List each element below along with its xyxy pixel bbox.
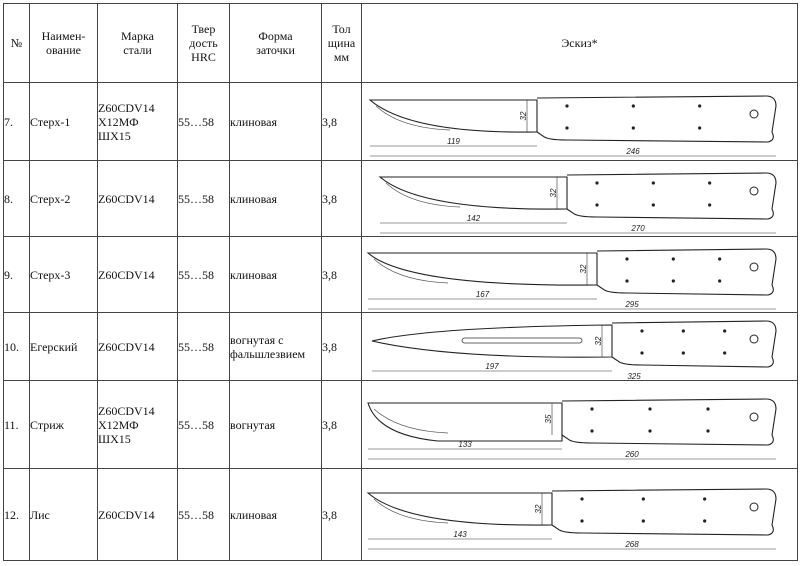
header-hardness: Твер дость HRC bbox=[178, 4, 230, 83]
steel-grade: ШХ15 bbox=[98, 128, 131, 143]
blade-outline bbox=[372, 325, 612, 357]
rivet-pin bbox=[708, 203, 711, 206]
thickness-value: 3,8 bbox=[322, 381, 362, 469]
rivet-pin bbox=[640, 351, 643, 354]
header-name: Наимен- ование bbox=[30, 4, 98, 83]
blade-outline bbox=[380, 177, 567, 209]
knife-sketch bbox=[362, 469, 798, 561]
knife-name: Стерх-2 bbox=[30, 161, 98, 237]
rivet-pin bbox=[708, 181, 711, 184]
lanyard-hole bbox=[750, 110, 758, 118]
steel-grades bbox=[98, 83, 178, 161]
rivet-pin bbox=[595, 181, 598, 184]
rivet-pin bbox=[642, 497, 645, 500]
header-form: Форма заточки bbox=[230, 4, 322, 83]
handle-outline bbox=[612, 321, 776, 367]
blade-height-label: 35 bbox=[544, 414, 553, 423]
blade-height-label: 32 bbox=[549, 188, 558, 197]
steel-grades bbox=[98, 381, 178, 469]
rivet-pin bbox=[672, 279, 675, 282]
rivet-pin bbox=[723, 329, 726, 332]
edge-form bbox=[230, 237, 322, 313]
knife-sketch bbox=[362, 381, 798, 469]
rivet-pin bbox=[723, 351, 726, 354]
row-number: 7. bbox=[4, 83, 30, 161]
knife-row bbox=[4, 469, 798, 561]
edge-line bbox=[386, 183, 460, 207]
rivet-pin bbox=[632, 126, 635, 129]
lanyard-hole bbox=[750, 263, 758, 271]
knife-drawing bbox=[362, 470, 796, 560]
thickness-value: 3,8 bbox=[322, 313, 362, 381]
knife-outline bbox=[368, 249, 776, 295]
knife-name: Стриж bbox=[30, 381, 98, 469]
hardness-value: 55…58 bbox=[178, 469, 230, 561]
header-sketch: Эскиз* bbox=[362, 4, 798, 83]
knife-name: Егерский bbox=[30, 313, 98, 381]
rivet-pin bbox=[718, 257, 721, 260]
total-length-label: 295 bbox=[625, 299, 639, 309]
blade-outline bbox=[368, 403, 562, 441]
knife-row bbox=[4, 161, 798, 237]
knife-row bbox=[4, 237, 798, 313]
edge-form-line: вогнутая с bbox=[230, 332, 284, 347]
edge-form bbox=[230, 161, 322, 237]
knife-name: Стерх-1 bbox=[30, 83, 98, 161]
header-thickness: Тол щина мм bbox=[322, 4, 362, 83]
rivet-pin bbox=[698, 104, 701, 107]
blade-length-label: 119 bbox=[447, 136, 460, 146]
hardness-value: 55…58 bbox=[178, 237, 230, 313]
rivet-pin bbox=[682, 351, 685, 354]
rivet-pin bbox=[590, 407, 593, 410]
blade-length-label: 167 bbox=[475, 289, 490, 299]
knife-sketch bbox=[362, 313, 798, 381]
handle-outline bbox=[567, 173, 776, 219]
blade-outline bbox=[368, 253, 597, 285]
rivet-pin bbox=[625, 257, 628, 260]
steel-grades bbox=[98, 469, 178, 561]
rivet-pin bbox=[595, 203, 598, 206]
edge-line bbox=[374, 499, 448, 523]
knife-drawing bbox=[362, 314, 796, 380]
rivet-pin bbox=[565, 126, 568, 129]
blade-height-label: 32 bbox=[519, 111, 528, 120]
edge-form bbox=[230, 381, 322, 469]
knife-sketch bbox=[362, 161, 798, 237]
knife-outline bbox=[380, 173, 776, 219]
knife-row bbox=[4, 83, 798, 161]
edge-form bbox=[230, 469, 322, 561]
row-number: 8. bbox=[4, 161, 30, 237]
rivet-pin bbox=[682, 329, 685, 332]
rivet-pin bbox=[706, 407, 709, 410]
blade-height-label: 32 bbox=[594, 336, 603, 345]
hardness-value: 55…58 bbox=[178, 313, 230, 381]
handle-outline bbox=[562, 399, 776, 445]
knife-outline bbox=[370, 96, 776, 142]
row-number: 10. bbox=[4, 313, 30, 381]
edge-line bbox=[374, 409, 448, 433]
rivet-pin bbox=[625, 279, 628, 282]
total-length-label: 246 bbox=[626, 146, 640, 156]
edge-form-line: клиновая bbox=[230, 191, 278, 206]
row-number: 9. bbox=[4, 237, 30, 313]
rivet-pin bbox=[632, 104, 635, 107]
steel-grades bbox=[98, 313, 178, 381]
edge-form-line: клиновая bbox=[230, 267, 278, 282]
rivet-pin bbox=[648, 407, 651, 410]
blade-length-label: 197 bbox=[485, 361, 499, 371]
knife-sketch bbox=[362, 237, 798, 313]
knife-drawing bbox=[362, 162, 796, 236]
edge-form-line: клиновая bbox=[230, 114, 278, 129]
lanyard-hole bbox=[750, 187, 758, 195]
knife-outline bbox=[372, 321, 776, 367]
edge-form-line: клиновая bbox=[230, 507, 278, 522]
total-length-label: 270 bbox=[631, 223, 645, 233]
handle-outline bbox=[552, 489, 776, 535]
row-number: 12. bbox=[4, 469, 30, 561]
row-number: 11. bbox=[4, 381, 30, 469]
knife-outline bbox=[368, 399, 776, 445]
lanyard-hole bbox=[750, 413, 758, 421]
header-row bbox=[4, 4, 798, 83]
hardness-value: 55…58 bbox=[178, 161, 230, 237]
rivet-pin bbox=[703, 519, 706, 522]
hardness-value: 55…58 bbox=[178, 381, 230, 469]
rivet-pin bbox=[580, 497, 583, 500]
steel-grade: Z60CDV14 bbox=[98, 507, 155, 522]
thickness-value: 3,8 bbox=[322, 237, 362, 313]
lanyard-hole bbox=[750, 335, 758, 343]
blade-length-label: 142 bbox=[466, 213, 481, 223]
steel-grades bbox=[98, 237, 178, 313]
edge-form bbox=[230, 83, 322, 161]
rivet-pin bbox=[565, 104, 568, 107]
steel-grade: Х12МФ bbox=[98, 114, 139, 129]
steel-grade: Z60CDV14 bbox=[98, 100, 155, 115]
knife-name: Стерх-3 bbox=[30, 237, 98, 313]
blade-height-label: 32 bbox=[579, 264, 588, 273]
steel-grade: Х12МФ bbox=[98, 417, 139, 432]
blade-height-label: 32 bbox=[534, 504, 543, 513]
knife-spec-table bbox=[3, 3, 798, 561]
edge-form bbox=[230, 313, 322, 381]
rivet-pin bbox=[580, 519, 583, 522]
rivet-pin bbox=[698, 126, 701, 129]
knife-drawing bbox=[362, 84, 796, 160]
rivet-pin bbox=[640, 329, 643, 332]
knife-name: Лис bbox=[30, 469, 98, 561]
handle-outline bbox=[537, 96, 776, 142]
knife-row bbox=[4, 381, 798, 469]
rivet-pin bbox=[703, 497, 706, 500]
header-steel: Марка стали bbox=[98, 4, 178, 83]
knife-outline bbox=[368, 489, 776, 535]
edge-form-line: фальшлезвием bbox=[230, 346, 306, 361]
steel-grade: Z60CDV14 bbox=[98, 339, 155, 354]
rivet-pin bbox=[718, 279, 721, 282]
knife-row bbox=[4, 313, 798, 381]
rivet-pin bbox=[652, 181, 655, 184]
rivet-pin bbox=[672, 257, 675, 260]
steel-grades bbox=[98, 161, 178, 237]
thickness-value: 3,8 bbox=[322, 161, 362, 237]
steel-grade: Z60CDV14 bbox=[98, 191, 155, 206]
fuller-groove bbox=[462, 338, 582, 343]
rivet-pin bbox=[706, 429, 709, 432]
thickness-value: 3,8 bbox=[322, 83, 362, 161]
rivet-pin bbox=[652, 203, 655, 206]
hardness-value: 55…58 bbox=[178, 83, 230, 161]
knife-sketch bbox=[362, 83, 798, 161]
rivet-pin bbox=[590, 429, 593, 432]
knife-drawing bbox=[362, 238, 796, 312]
blade-length-label: 133 bbox=[458, 439, 472, 449]
rivet-pin bbox=[642, 519, 645, 522]
total-length-label: 260 bbox=[625, 449, 639, 459]
steel-grade: Z60CDV14 bbox=[98, 403, 155, 418]
blade-outline bbox=[368, 493, 552, 525]
total-length-label: 325 bbox=[627, 371, 641, 380]
lanyard-hole bbox=[750, 503, 758, 511]
header-num: № bbox=[4, 4, 30, 83]
knife-drawing bbox=[362, 382, 796, 468]
steel-grade: ШХ15 bbox=[98, 431, 131, 446]
total-length-label: 268 bbox=[625, 539, 639, 549]
edge-form-line: вогнутая bbox=[230, 417, 276, 432]
thickness-value: 3,8 bbox=[322, 469, 362, 561]
steel-grade: Z60CDV14 bbox=[98, 267, 155, 282]
blade-length-label: 143 bbox=[453, 529, 467, 539]
blade-outline bbox=[370, 100, 537, 132]
handle-outline bbox=[597, 249, 776, 295]
rivet-pin bbox=[648, 429, 651, 432]
